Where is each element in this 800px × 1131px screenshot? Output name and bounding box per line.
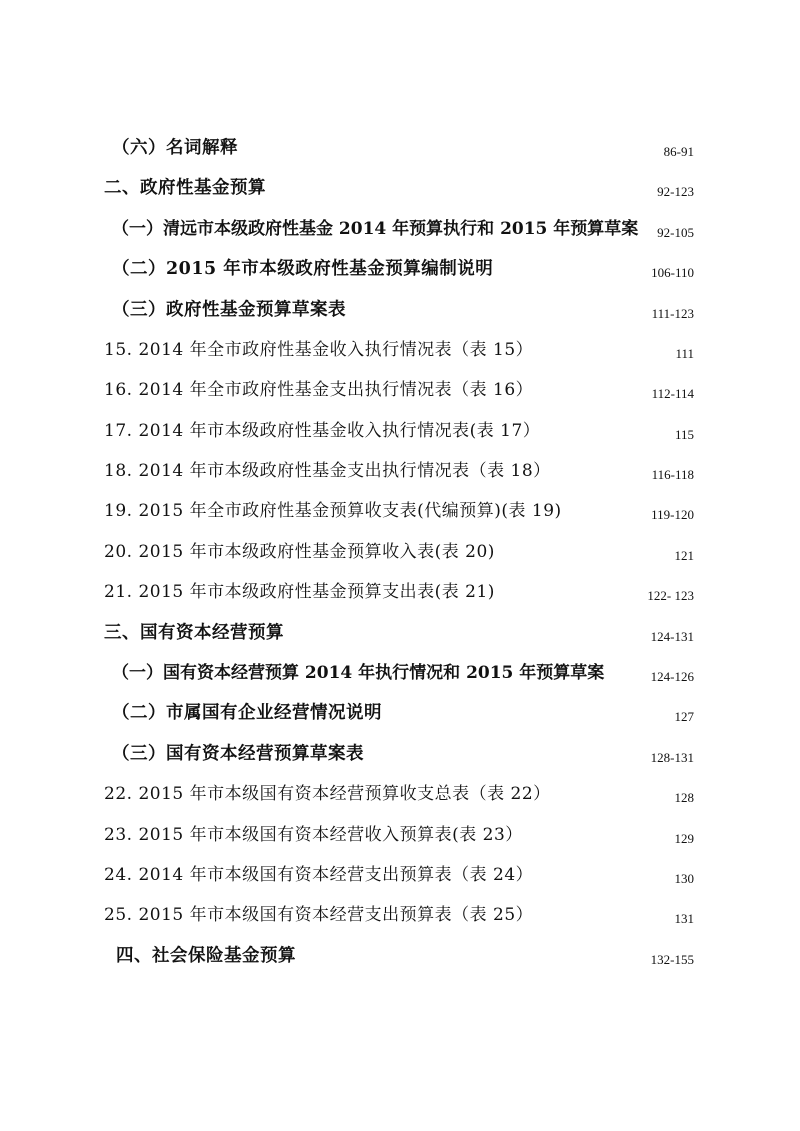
toc-entry-title: 16. 2014 年全市政府性基金支出执行情况表（表 16） bbox=[104, 380, 534, 400]
toc-entry-title: （三）政府性基金预算草案表 bbox=[112, 300, 346, 320]
toc-section-social-insurance bbox=[0, 941, 800, 971]
toc-section-state-capital bbox=[0, 618, 800, 648]
toc-entry-table-25 bbox=[0, 900, 800, 930]
toc-entry-fund-execution bbox=[0, 214, 800, 244]
toc-entry-page: 132-155 bbox=[650, 952, 694, 967]
toc-entry-page: 128-131 bbox=[650, 750, 694, 765]
toc-entry-page: 122- 123 bbox=[647, 588, 694, 603]
toc-entry-fund-tables bbox=[0, 295, 800, 325]
toc-entry-page: 130 bbox=[674, 871, 694, 886]
toc-entry-page: 119-120 bbox=[651, 507, 694, 522]
toc-entry-page: 106-110 bbox=[651, 265, 694, 280]
toc-entry-page: 124-131 bbox=[650, 629, 694, 644]
toc-entry-page: 111 bbox=[675, 346, 694, 361]
toc-entry-table-23 bbox=[0, 820, 800, 850]
toc-entry-page: 115 bbox=[674, 427, 694, 442]
toc-entry-page: 116-118 bbox=[651, 467, 694, 482]
toc-entry-title: （六）名词解释 bbox=[112, 138, 238, 158]
toc-entry-title: 22. 2015 年市本级国有资本经营预算收支总表（表 22） bbox=[104, 784, 551, 804]
toc-entry-page: 112-114 bbox=[651, 386, 694, 401]
toc-entry-enterprise-status bbox=[0, 698, 800, 728]
toc-entry-title: （二）市属国有企业经营情况说明 bbox=[112, 703, 382, 723]
toc-entry-capital-execution bbox=[0, 658, 800, 688]
toc-entry-title: 19. 2015 年全市政府性基金预算收支表(代编预算)(表 19) bbox=[104, 501, 562, 521]
toc-entry-terms bbox=[0, 133, 800, 163]
toc-entry-title: 24. 2014 年市本级国有资本经营支出预算表（表 24） bbox=[104, 865, 534, 885]
toc-entry-table-16 bbox=[0, 375, 800, 405]
toc-entry-page: 127 bbox=[674, 709, 694, 724]
toc-entry-fund-compilation bbox=[0, 254, 800, 284]
toc-entry-page: 129 bbox=[674, 831, 694, 846]
toc-entry-table-22 bbox=[0, 779, 800, 809]
toc-entry-title: 21. 2015 年市本级政府性基金预算支出表(表 21) bbox=[104, 582, 495, 602]
toc-entry-title: 15. 2014 年全市政府性基金收入执行情况表（表 15） bbox=[104, 340, 534, 360]
toc-section-title: 二、政府性基金预算 bbox=[104, 178, 266, 198]
toc-entry-page: 92-123 bbox=[657, 184, 694, 199]
toc-entry-table-24 bbox=[0, 860, 800, 890]
toc-entry-table-17 bbox=[0, 416, 800, 446]
toc-entry-page: 121 bbox=[674, 548, 694, 563]
toc-section-government-fund bbox=[0, 173, 800, 203]
toc-entry-table-18 bbox=[0, 456, 800, 486]
toc-entry-page: 92-105 bbox=[657, 225, 694, 240]
toc-entry-title: （一）国有资本经营预算 2014 年执行情况和 2015 年预算草案 bbox=[112, 663, 605, 683]
toc-section-title: 三、国有资本经营预算 bbox=[104, 623, 284, 643]
toc-entry-title: 25. 2015 年市本级国有资本经营支出预算表（表 25） bbox=[104, 905, 534, 925]
toc-entry-table-20 bbox=[0, 537, 800, 567]
toc-entry-page: 111-123 bbox=[651, 306, 694, 321]
toc-entry-table-19 bbox=[0, 496, 800, 526]
toc-section-title: 四、社会保险基金预算 bbox=[116, 946, 296, 966]
toc-entry-title: （三）国有资本经营预算草案表 bbox=[112, 744, 364, 764]
toc-entry-page: 124-126 bbox=[650, 669, 694, 684]
toc-entry-title: 18. 2014 年市本级政府性基金支出执行情况表（表 18） bbox=[104, 461, 551, 481]
toc-entry-capital-tables bbox=[0, 739, 800, 769]
toc-entry-page: 131 bbox=[674, 911, 694, 926]
toc-entry-page: 128 bbox=[674, 790, 694, 805]
toc-entry-title: （二）2015 年市本级政府性基金预算编制说明 bbox=[112, 259, 494, 279]
toc-entry-page: 86-91 bbox=[663, 144, 694, 159]
toc-entry-title: 23. 2015 年市本级国有资本经营收入预算表(表 23） bbox=[104, 825, 523, 845]
toc-entry-table-21 bbox=[0, 577, 800, 607]
toc-entry-table-15 bbox=[0, 335, 800, 365]
toc-entry-title: （一）清远市本级政府性基金 2014 年预算执行和 2015 年预算草案 bbox=[112, 219, 639, 239]
toc-entry-title: 17. 2014 年市本级政府性基金收入执行情况表(表 17） bbox=[104, 421, 541, 441]
toc-entry-title: 20. 2015 年市本级政府性基金预算收入表(表 20) bbox=[104, 542, 495, 562]
